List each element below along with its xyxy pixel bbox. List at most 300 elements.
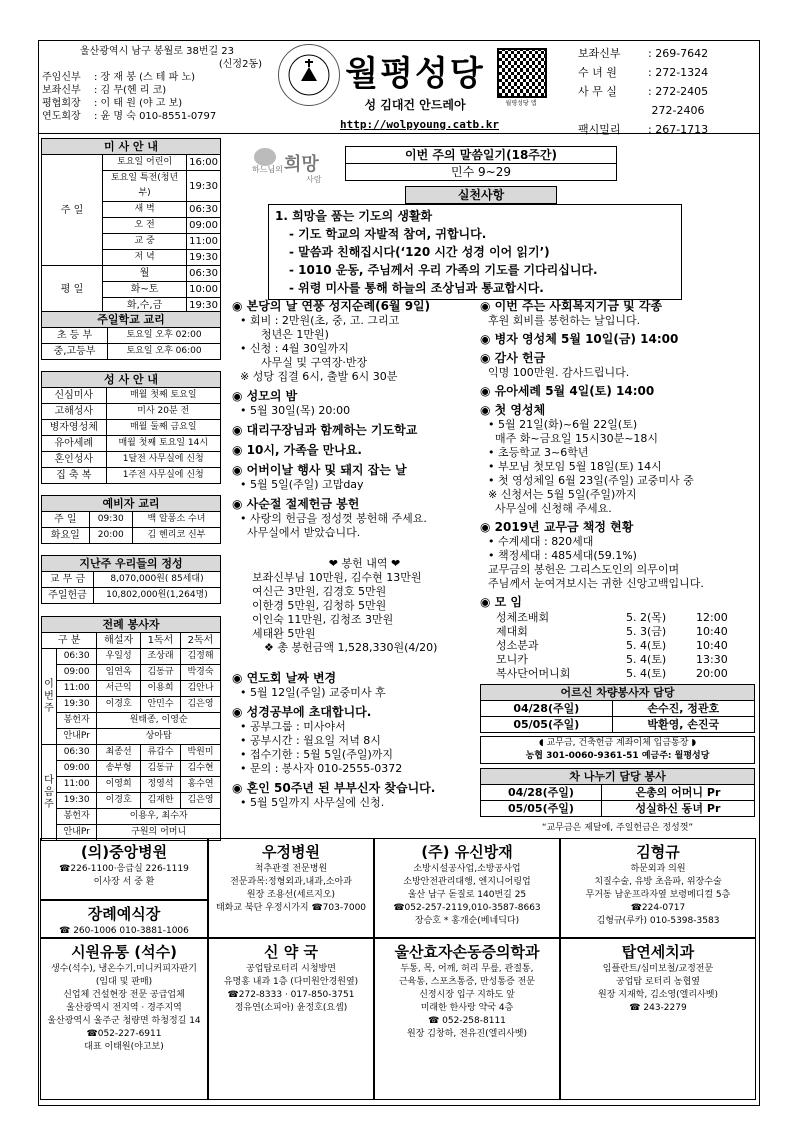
notice-line: • 신청 : 4월 30일까지 xyxy=(240,342,349,355)
table-cell: 월 xyxy=(103,266,187,282)
table-cell: 토요일 특전(청년부) xyxy=(103,171,187,202)
notice-line: • 회비 : 2만원(초, 중, 고. 그리고 xyxy=(240,314,400,327)
table-cell: 05/05(주일) xyxy=(481,717,613,733)
table-cell: 김안나 xyxy=(180,681,220,697)
table-cell: 매월 첫째 토요일 14시 xyxy=(106,436,220,452)
notice-line: • 5월 5일까지 사무실에 신청. xyxy=(240,796,385,809)
table-cell: 최종선 xyxy=(97,745,141,761)
table-row xyxy=(42,388,221,404)
table-row xyxy=(42,468,221,484)
table-cell: 안내Pr xyxy=(57,729,97,745)
notice xyxy=(232,670,477,700)
table-cell: 교 무 금 xyxy=(42,572,94,588)
notice-line: • 사랑의 헌금을 정성껏 봉헌해 주세요. xyxy=(240,512,427,525)
table-row xyxy=(42,420,221,436)
ad-line: 전문과목:정형외과,내과,소아과 xyxy=(230,877,352,887)
ad-line: 원장 김창하, 전유진(엘리사벳) xyxy=(407,1029,527,1039)
table-cell: 서근익 xyxy=(97,681,141,697)
contact-value: : 272-2405 xyxy=(648,85,709,98)
notice-line: • 공부시간 : 월요일 저녁 8시 xyxy=(240,734,381,747)
notice-line: ※ 성당 집결 6시, 출발 6시 30분 xyxy=(240,370,398,383)
notice-title: ◉ 본당의 날 연풍 성지순례(6월 9일) xyxy=(232,299,431,313)
table-cell: 매월 첫째 토요일 xyxy=(106,388,220,404)
table-row xyxy=(42,745,221,761)
table-row xyxy=(42,328,221,344)
table-cell: 집 축 복 xyxy=(42,468,107,484)
notice-line: • 문의 : 봉사자 010-2555-0372 xyxy=(240,762,403,775)
table-cell: 05/05(주일) xyxy=(481,801,602,817)
table-cell: 정영석 xyxy=(141,777,181,793)
parish-seal-icon xyxy=(278,44,340,106)
table-cell: 20:00 xyxy=(89,528,132,544)
meeting-time: 13:30 xyxy=(696,653,728,666)
donation-row: 이인숙 11만원, 김청조 3만원 xyxy=(252,613,394,626)
table-cell: 박원미 xyxy=(180,745,220,761)
contact-label: 팩시밀리 xyxy=(578,123,621,136)
table-cell: 토요일 오후 02:00 xyxy=(108,328,221,344)
ad-line: 생수(석수), 냉온수기,미니커피자판기 xyxy=(50,964,198,974)
table-cell: 16:00 xyxy=(187,155,221,171)
offering-table xyxy=(41,555,221,604)
ad-line: 소방시설공사업,소방공사업 xyxy=(413,864,521,874)
table-cell: 김 헨리코 신부 xyxy=(132,528,220,544)
staff-row xyxy=(42,84,272,97)
table-cell: 백 알퐁소 수녀 xyxy=(132,512,220,528)
left-notices2 xyxy=(232,670,477,814)
hope-logo-text2: 하느님의 xyxy=(252,165,283,174)
ad-line: 이사장 서 중 환 xyxy=(93,877,155,887)
notice-title: ◉ 사순절 절제헌금 봉헌 xyxy=(232,497,360,511)
donation-row: 여신근 3만원, 김경호 5만원 xyxy=(252,585,387,598)
table-cell: 이경호 xyxy=(97,793,141,809)
notice-line: • 5월 21일(화)~6월 22일(토) xyxy=(488,418,638,431)
notice-title: ◉ 혼인 50주년 된 부부신자 찾습니다. xyxy=(232,781,436,795)
notice-line: 교무금의 봉헌은 그리스도인의 의무이며 xyxy=(488,563,680,576)
notice-title: ◉ 어버이날 행사 및 돼지 잡는 날 xyxy=(232,463,407,477)
table-cell: 안민수 xyxy=(141,697,181,713)
notice-title: ◉ 성모의 밤 xyxy=(232,389,298,403)
ad-line: 장승호 * 홍개순(베네딕다) xyxy=(414,916,520,926)
ad-name: 탑연세치과 xyxy=(621,943,695,961)
ad-line: 공업탑 로터리 농협옆 xyxy=(616,977,700,987)
notice xyxy=(480,383,755,399)
notice-line: 사무실에서 받았습니다. xyxy=(240,526,361,539)
donations-title: ❤ 봉헌 내역 ❤ xyxy=(328,557,401,570)
ad-line: 울산광역시 전지역 · 경주지역 xyxy=(66,1003,182,1013)
table-cell: 화~토 xyxy=(103,282,187,298)
sacraments-table xyxy=(41,371,221,484)
notice-line: • 5월 12일(주일) 교중미사 후 xyxy=(240,686,386,699)
table-row xyxy=(42,697,221,713)
word-box xyxy=(345,146,617,181)
website-link[interactable]: http://wolpyoung.catb.kr xyxy=(340,118,499,131)
table-cell: 주 일 xyxy=(42,512,90,528)
ad-line: 유명홍 내과 1층 (다미원안경원옆) xyxy=(223,977,359,987)
table-row xyxy=(42,649,221,665)
elder-driver-table xyxy=(480,684,755,733)
meeting-date: 5. 2(목) xyxy=(626,611,667,624)
table-cell: 우일성 xyxy=(97,649,141,665)
notice-line: • 공부그룹 : 미사야서 xyxy=(240,720,346,733)
table-row xyxy=(42,681,221,697)
ad-line: 하문외과 의원 xyxy=(630,864,686,874)
bank-line2: 농협 301-0060-9361-51 예금주: 월평성당 xyxy=(525,751,710,761)
ad-line: ☎052-257-2119,010-3587-8663 xyxy=(393,903,541,913)
table-cell: 새 벽 xyxy=(103,202,187,218)
contact-row xyxy=(578,63,756,82)
notice-line: 사무실 및 구역장·반장 xyxy=(240,356,368,369)
practice-box xyxy=(268,204,682,300)
meeting-date: 5. 4(토) xyxy=(626,667,667,680)
contact-value: : 269-7642 xyxy=(648,47,709,60)
table-cell: 박경숙 xyxy=(180,665,220,681)
table-cell: 김재한 xyxy=(141,793,181,809)
table-cell: 상아탑 xyxy=(97,729,221,745)
meeting-row xyxy=(496,667,754,681)
notice xyxy=(480,594,755,610)
table-cell: 11:00 xyxy=(57,681,97,697)
table-cell: 10:00 xyxy=(187,282,221,298)
table-cell: 06:30 xyxy=(57,649,97,665)
ad-line: 울산광역시 울주군 청량면 하청정길 14 xyxy=(47,1016,201,1026)
table-cell: 병자영성체 xyxy=(42,420,107,436)
table-cell: 홍수연 xyxy=(180,777,220,793)
table-cell: 09:00 xyxy=(187,218,221,234)
table-title: 어르신 차량봉사자 담당 xyxy=(481,685,755,701)
staff-row xyxy=(42,71,272,84)
meeting-time: 20:00 xyxy=(696,667,728,680)
notice-title: ◉ 10시, 가족을 만나요. xyxy=(232,443,362,457)
ad-name: 시원유통 (석수) xyxy=(71,943,177,961)
ad-line: ☎ 243-2279 xyxy=(629,1003,687,1013)
table-cell: 10,802,000원(1,264명) xyxy=(93,588,220,604)
header-divider xyxy=(38,133,760,134)
notice-title: ◉ 이번 주는 사회복지기금 및 각종 xyxy=(480,299,663,313)
table-row xyxy=(42,588,221,604)
notice-title: ◉ 연도회 날짜 변경 xyxy=(232,671,337,685)
table-cell: 김동규 xyxy=(141,761,181,777)
table-row xyxy=(481,717,755,733)
contact-value: 272-2406 xyxy=(648,104,705,117)
ad-line: ☎052-227-6911 xyxy=(86,1029,162,1039)
table-cell: 11:00 xyxy=(187,234,221,250)
practice-item: - 1010 운동, 주님께서 우리 가족의 기도를 기다리십니다. xyxy=(289,263,598,277)
notice-line: 사무실에 신청해 주세요. xyxy=(488,502,612,515)
ad-line: 척추관절 전문병원 xyxy=(254,864,328,874)
table-title: 지난주 우리들의 정성 xyxy=(42,556,221,572)
table-cell: 저 녁 xyxy=(103,250,187,266)
staff-row xyxy=(42,110,272,123)
table-cell: 김수현 xyxy=(180,761,220,777)
notice xyxy=(480,402,755,516)
contact-row xyxy=(578,82,756,101)
hope-logo-text3: 사람 xyxy=(306,175,322,184)
ad-line: 울산 남구 돋질로 140번길 25 xyxy=(407,890,527,900)
table-cell: 원태종, 이영순 xyxy=(97,713,221,729)
table-title: 성 사 안 내 xyxy=(42,372,221,388)
staff-role: 연도회장 xyxy=(42,111,81,122)
ad-line: 두통, 목, 어깨, 허리 무릎, 관절통, xyxy=(400,964,534,974)
meeting-time: 10:40 xyxy=(696,625,728,638)
parish-name: 월평성당 xyxy=(345,54,485,94)
table-row xyxy=(42,404,221,420)
table-cell: 주일헌금 xyxy=(42,588,94,604)
left-notices xyxy=(232,298,477,544)
notice-title: ◉ 모 임 xyxy=(480,595,523,609)
staff-name: : 김 무(헨 리 코) xyxy=(94,85,167,96)
ad-line: 김형규(루카) 010-5398-3583 xyxy=(596,916,720,926)
table-cell: 09:30 xyxy=(89,512,132,528)
table-cell: 봉헌자 xyxy=(57,809,97,825)
table-row xyxy=(481,701,755,717)
notice xyxy=(232,704,477,776)
contact-row xyxy=(578,101,756,120)
table-cell: 04/28(주일) xyxy=(481,701,613,717)
ad-line: 소방안전관리대행, 엔지니어링업 xyxy=(403,877,531,887)
notice-line: • 책정세대 : 485세대(59.1%) xyxy=(488,549,637,562)
table-cell: 이영희 xyxy=(97,777,141,793)
hope-logo-text1: 희망 xyxy=(284,154,319,175)
table-row xyxy=(42,452,221,468)
table-row xyxy=(42,155,221,171)
table-cell: 평 일 xyxy=(42,266,103,314)
ad-line: 대표 이태원(야고보) xyxy=(84,1042,164,1052)
table-row xyxy=(42,528,221,544)
right-notices xyxy=(480,298,755,613)
contact-value: : 267-1713 xyxy=(648,123,709,136)
contact-row xyxy=(578,44,756,63)
meeting-time: 10:40 xyxy=(696,639,728,652)
table-row xyxy=(42,266,221,282)
notice-title: ◉ 첫 영성체 xyxy=(480,403,546,417)
staff-row xyxy=(42,97,272,110)
table-cell: 봉헌자 xyxy=(57,713,97,729)
table-cell: 혼인성사 xyxy=(42,452,107,468)
table-cell: 주 일 xyxy=(42,155,103,266)
address-line1: 울산광역시 남구 봉월로 38번길 23 xyxy=(79,46,235,57)
ad-line: 미래한 한사랑 약국 4층 xyxy=(420,1003,514,1013)
table-cell: 화,수,금 xyxy=(103,298,187,314)
notice xyxy=(232,462,477,492)
practice-title: 실천사항 xyxy=(405,186,557,204)
ad-box xyxy=(40,938,208,1100)
notice xyxy=(232,442,477,458)
donation-row: 세태완 5만원 xyxy=(252,627,316,640)
ad-box xyxy=(374,938,560,1100)
bank-box xyxy=(480,736,755,764)
ad-name: 김형규 xyxy=(636,843,680,861)
patron: 성 김대건 안드레아 xyxy=(364,98,466,112)
donation-row: 이한경 5만원, 김청하 5만원 xyxy=(252,599,387,612)
contact-label: 사 무 실 xyxy=(578,85,617,98)
notice xyxy=(232,422,477,438)
staff-name: : 윤 명 숙 010-8551-0797 xyxy=(94,111,217,122)
table-cell: 김은영 xyxy=(180,697,220,713)
table-cell: 다음주 xyxy=(42,745,57,841)
table-row xyxy=(42,793,221,809)
table-cell: 04/28(주일) xyxy=(481,785,602,801)
table-cell: 09:00 xyxy=(57,665,97,681)
meeting-name: 제대회 xyxy=(496,625,528,638)
ad-line: 치질수술, 유방 초음파, 위장수술 xyxy=(594,877,722,887)
notice xyxy=(232,298,477,384)
table-cell: 이경호 xyxy=(97,697,141,713)
ad-name: (의)중앙병원 xyxy=(80,843,168,861)
notice xyxy=(232,496,477,540)
ad-name: 신 약 국 xyxy=(264,943,318,961)
table-cell: 손수진, 정관호 xyxy=(612,701,754,717)
table-cell: 김은영 xyxy=(180,793,220,809)
contact-label: 보좌신부 xyxy=(578,47,621,60)
notice-line: • 초등학교 3~6학년 xyxy=(488,446,589,459)
table-cell: 박환영, 손진국 xyxy=(612,717,754,733)
notice xyxy=(480,350,755,380)
meeting-date: 5. 4(토) xyxy=(626,653,667,666)
notice-title: ◉ 2019년 교무금 책정 현황 xyxy=(480,520,634,534)
donation-total: ❖ 총 봉헌금액 1,528,330원(4/20) xyxy=(264,641,438,654)
ad-line: 원장 지재학, 김소영(엘리사벳) xyxy=(598,990,718,1000)
ad-box xyxy=(40,838,208,900)
table-cell: 토요일 어린이 xyxy=(103,155,187,171)
notice-line: • 첫 영성체일 6월 23일(주일) 교중미사 중 xyxy=(488,474,694,487)
table-cell: 19:30 xyxy=(187,250,221,266)
notice xyxy=(480,519,755,591)
staff-role: 평협회장 xyxy=(42,98,81,109)
meeting-row xyxy=(496,639,754,653)
practice-item: - 말씀과 친해집시다(‘120 시간 성경 이어 읽기’) xyxy=(289,245,550,259)
notice xyxy=(232,388,477,418)
table-cell: 중,고등부 xyxy=(42,344,108,360)
notice-line: 매주 화~금요일 15시30분~18시 xyxy=(488,432,659,445)
table-cell: 2독서 xyxy=(180,633,220,649)
table-cell: 교 중 xyxy=(103,234,187,250)
meeting-name: 모니카 xyxy=(496,653,528,666)
ad-name: 울산효자손동증의학과 xyxy=(394,943,540,961)
table-cell: 오 전 xyxy=(103,218,187,234)
meeting-name: 성체조배회 xyxy=(496,611,550,624)
table-cell: 송부형 xyxy=(97,761,141,777)
notice-title: ◉ 유아세례 5월 4일(토) 14:00 xyxy=(480,384,655,398)
table-row xyxy=(481,785,755,801)
contact-label: 수 녀 원 xyxy=(578,66,617,79)
ad-line: 무거동 남운프라자옆 보령메디컬 5층 xyxy=(585,890,731,900)
table-cell: 화요일 xyxy=(42,528,90,544)
table-cell: 미사 20분 전 xyxy=(106,404,220,420)
ad-line: 임플란트/심미보철/교정전문 xyxy=(602,964,714,974)
ad-line: ☎226-1100·응급실 226-1119 xyxy=(59,864,189,874)
table-cell: 11:00 xyxy=(57,777,97,793)
qr-code-icon[interactable] xyxy=(497,48,547,98)
notice xyxy=(480,331,755,347)
catechumen-table xyxy=(41,495,221,544)
qr-caption: 월평성당 앱 xyxy=(505,100,537,107)
table-cell: 09:00 xyxy=(57,761,97,777)
meeting-row xyxy=(496,625,754,639)
ad-line: 정유연(소피아) 윤정호(요셉) xyxy=(234,1003,348,1013)
notice-title: ◉ 성경공부에 초대합니다. xyxy=(232,705,372,719)
donations xyxy=(252,557,477,655)
table-row xyxy=(42,344,221,360)
sunday-school-table xyxy=(41,311,221,360)
table-title: 주일학교 교리 xyxy=(42,312,221,328)
table-row xyxy=(42,777,221,793)
table-cell: 조상래 xyxy=(141,649,181,665)
table-title: 예비자 교리 xyxy=(42,496,221,512)
notice-line: 후원 회비를 봉헌하는 날입니다. xyxy=(488,314,641,327)
table-row xyxy=(42,512,221,528)
ad-line: 공업탑로터리 시청방면 xyxy=(246,964,336,974)
ad-box xyxy=(560,938,756,1100)
staff-role: 주임신부 xyxy=(42,72,81,83)
ad-line: 원장 조용선(세르지오) xyxy=(246,890,336,900)
notice-title: ◉ 감사 헌금 xyxy=(480,351,546,365)
mass-table xyxy=(41,138,221,314)
mass-title: 미 사 안 내 xyxy=(42,139,221,155)
table-cell: 임연옥 xyxy=(97,665,141,681)
staff-name: : 장 재 봉 (스 테 파 노) xyxy=(94,72,196,83)
notice-line: • 수계세대 : 820세대 xyxy=(488,535,594,548)
table-cell: 성실하신 동녀 Pr xyxy=(601,801,754,817)
ad-box xyxy=(374,838,560,938)
ad-line: 신정시장 입구 지하도 앞 xyxy=(419,990,515,1000)
ad-line: 신업체 건설현장 전문 공급업체 xyxy=(63,990,185,1000)
notice-line: • 5월 30일(목) 20:00 xyxy=(240,404,351,417)
contact-row xyxy=(578,120,756,139)
table-cell: 구 분 xyxy=(42,633,97,649)
meeting-date: 5. 3(금) xyxy=(626,625,667,638)
table-cell: 신심미사 xyxy=(42,388,107,404)
table-cell: 이용희 xyxy=(141,681,181,697)
ad-name: (주) 유신방재 xyxy=(421,843,513,861)
notice-title: ◉ 대리구장님과 함께하는 기도학교 xyxy=(232,423,418,437)
address-line2: (신정2동) xyxy=(218,59,262,70)
notice-line: • 부모님 첫모임 5월 18일(토) 14시 xyxy=(488,460,662,473)
practice-item: - 기도 학교의 자발적 참여, 귀합니다. xyxy=(289,227,487,241)
staff-name: : 이 태 원 (야 고 보) xyxy=(94,98,183,109)
ad-line: ☎ 052-258-8111 xyxy=(428,1016,506,1026)
servers-title: 전례 봉사자 xyxy=(42,617,221,633)
table-cell: 이번주 xyxy=(42,649,57,745)
table-row xyxy=(481,801,755,817)
ad-line: (임대 및 판매) xyxy=(95,977,153,987)
ad-box xyxy=(560,838,756,938)
table-row xyxy=(42,665,221,681)
contact-list xyxy=(578,44,756,139)
ad-name: 우정병원 xyxy=(262,843,320,861)
table-cell: 19:30 xyxy=(57,697,97,713)
practice-heading: 1. 희망을 품는 기도의 생활화 xyxy=(275,209,433,223)
meeting-name: 복사단어머니회 xyxy=(496,667,571,680)
table-cell: 1독서 xyxy=(141,633,181,649)
table-cell: 김정해 xyxy=(180,649,220,665)
meeting-row xyxy=(496,611,754,625)
table-row xyxy=(42,761,221,777)
table-cell: 안내Pr xyxy=(57,825,97,841)
ad-line: ☎224-0717 xyxy=(630,903,686,913)
ad-box xyxy=(208,838,374,938)
notice xyxy=(232,780,477,810)
ad-line: ☎272-8333 · 017-850-3751 xyxy=(227,990,355,1000)
table-cell: 19:30 xyxy=(187,171,221,202)
meeting-row xyxy=(496,653,754,667)
table-cell: 06:30 xyxy=(57,745,97,761)
notice-line: 익명 100만원. 감사드립니다. xyxy=(488,366,630,379)
staff-list xyxy=(42,71,272,123)
notice-line: ※ 신청서는 5월 5일(주일)까지 xyxy=(488,488,637,501)
ad-line: 태화교 북단 우정시가지 ☎703-7000 xyxy=(215,903,367,913)
table-cell: 초 등 부 xyxy=(42,328,108,344)
table-cell: 8,070,000원( 85세대) xyxy=(93,572,220,588)
